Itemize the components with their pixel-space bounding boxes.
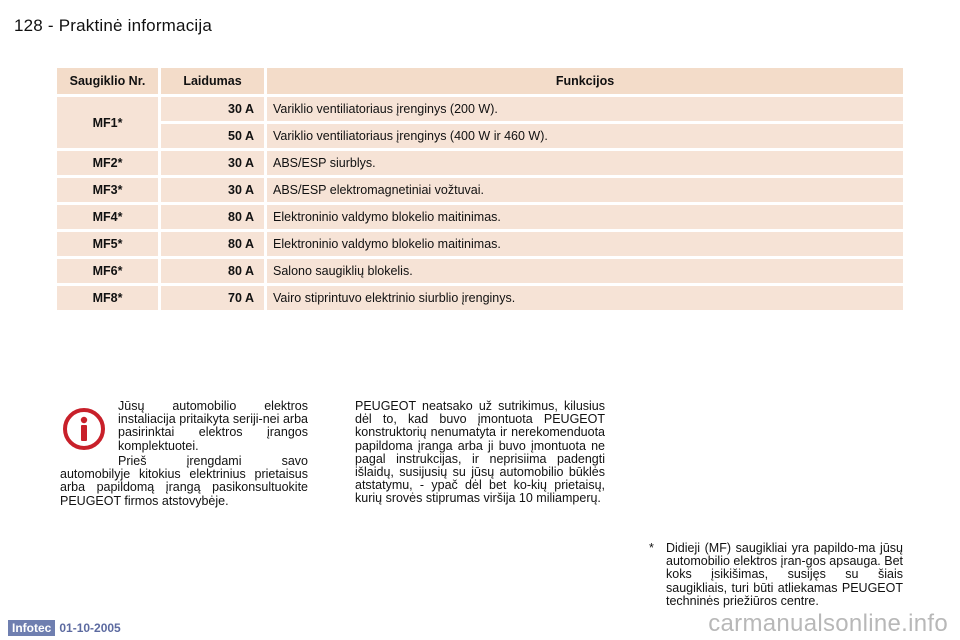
fuse-number-cell: MF4* [57,205,158,229]
fuse-number-cell: MF6* [57,259,158,283]
rating-cell: 80 A [161,259,264,283]
page-number: 128 [14,16,43,35]
table-row [161,97,903,121]
info-paragraph-1: Jūsų automobilio elektros instaliacija pritaikyta seriji-nei arba pasirinktai elektros įrangos komplektuotei. [118,399,308,453]
function-cell: Elektroninio valdymo blokelio maitinimas. [267,205,903,229]
info-paragraph-2: Prieš įrengdami savo automobilyje kitokius elektrinius prietaisus arba papildomą įrangą pasikonsultuokite PEUGEOT firmos atstovybėje. [60,454,308,508]
fuse-number-cell: MF1* [57,97,158,148]
function-cell: Elektroninio valdymo blokelio maitinimas. [267,232,903,256]
rating-cell: 80 A [161,205,264,229]
table-row [161,124,903,148]
rating-cell: 70 A [161,286,264,310]
rating-cell: 30 A [161,151,264,175]
rating-cell: 50 A [161,124,264,148]
rating-cell: 30 A [161,178,264,202]
function-cell: Salono saugiklių blokelis. [267,259,903,283]
watermark: carmanualsonline.info [708,610,948,637]
header-rating: Laidumas [161,68,264,94]
function-cell: ABS/ESP elektromagnetiniai vožtuvai. [267,178,903,202]
rating-cell: 80 A [161,232,264,256]
table-row [57,232,903,256]
header-separator: - [47,16,54,35]
header-fuse-number: Saugiklio Nr. [57,68,158,94]
function-cell: Variklio ventiliatoriaus įrenginys (400 W ir 460 W). [267,124,903,148]
info-icon [63,408,105,450]
table-header-row [57,68,903,94]
fuse-number-cell: MF5* [57,232,158,256]
fuse-number-cell: MF8* [57,286,158,310]
fuse-number-cell: MF3* [57,178,158,202]
table-row [57,151,903,175]
function-cell: ABS/ESP siurblys. [267,151,903,175]
footnote-marker: * [649,541,654,555]
table-row [57,205,903,229]
footer-date: 01-10-2005 [59,621,121,635]
footnote [649,542,903,608]
page-header [14,16,212,36]
fuse-table [57,68,903,310]
table-row [57,286,903,310]
rating-cell: 30 A [161,97,264,121]
table-row-group-mf1 [57,97,903,148]
table-row [57,178,903,202]
table-row [57,259,903,283]
footer-brand-logo: Infotec [8,620,55,636]
info-paragraph-3: PEUGEOT neatsako už sutrikimus, kilusius dėl to, kad buvo įmontuota PEUGEOT konstruktorių nenumatyta ir nerekomenduota papildoma įranga arba ji buvo įmontuota ne pagal instrukcijas, ir neprisiima padengti išlaidų, susijusių su jūsų automobilio būklės atstatymu, - ypač dėl bet ko-kių prietaisų, kurių srovės stiprumas viršija 10 miliamperų. [355,399,605,506]
function-cell: Variklio ventiliatoriaus įrenginys (200 W). [267,97,903,121]
footnote-text: Didieji (MF) saugikliai yra papildo-ma jūsų automobilio elektros įran-gos apsauga. Bet koks įsikišimas, susijęs su šiais saugikliais, turi būti atliekamas PEUGEOT techninės priežiūros centre. [666,541,903,608]
fuse-number-cell: MF2* [57,151,158,175]
header-functions: Funkcijos [267,68,903,94]
function-cell: Vairo stiprintuvo elektrinio siurblio įrenginys. [267,286,903,310]
page-title: Praktinė informacija [58,16,212,35]
footer [8,620,121,636]
